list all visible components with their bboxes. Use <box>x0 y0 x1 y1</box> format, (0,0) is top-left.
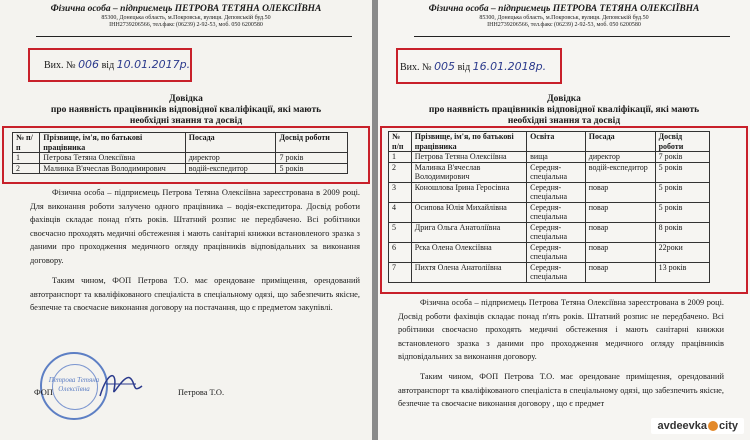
doc-title: Довідка <box>169 94 203 104</box>
table-cell: водій-експедитор <box>585 162 655 182</box>
stamp-text: Петрова Тетяна Олексіївна <box>48 376 100 393</box>
column-header: № п/п <box>389 132 412 152</box>
table-cell: 6 <box>389 242 412 262</box>
table-cell: директор <box>585 152 655 163</box>
body-paragraph-2: Таким чином, ФОП Петрова Т.О. має орендоване приміщення, орендований автотранспорт та кваліфікованого спеціаліста в спеціальному одязі, що забезпечить якісне, безпечне та своєчасне виконання договору на постачання, що є предметом закупівлі. <box>30 276 360 312</box>
table-cell: Малинка В'ячеслав Володимирович <box>411 162 526 182</box>
letterhead-name: Фізична особа – підприємець ПЕТРОВА ТЕТЯНА ОЛЕКСІЇВНА <box>428 4 700 14</box>
outgoing-number <box>44 58 190 71</box>
staff-table <box>388 131 710 283</box>
letterhead <box>0 4 372 29</box>
table-cell: 8 років <box>655 222 709 242</box>
table-cell: Коношлова Ірина Геросівна <box>411 182 526 202</box>
table-cell: Рєка Олена Олексіївна <box>411 242 526 262</box>
table-cell: 2 <box>389 162 412 182</box>
out-label: Вих. № <box>44 60 76 71</box>
letterhead-codes: ІНН2739206566, тел.факс (06239) 2-92-53, моб. 050 6200580 <box>109 22 263 28</box>
body-paragraph-1: Фізична особа – підприємець Петрова Тетяна Олексіївна зареєстрована в 2009 році. Для виконання роботи залучено одного працівника – водія-експедитора. Досвід роботи фахівців складає понад п'ять років. Штатний розпис не передбачено. Всі робітники своєчасно проходять медичні обстеження і мають санітарні книжки встановленого зразка з даними про проходження медичного огляду працівників відповідальних за виконання договору. <box>30 188 360 265</box>
table-cell: 1 <box>13 153 40 164</box>
table-cell: Пихтя Олена Анатоліївна <box>411 262 526 282</box>
column-header: Освіта <box>527 132 586 152</box>
table-cell: вища <box>527 152 586 163</box>
table-cell: 13 років <box>655 262 709 282</box>
table-cell: 3 <box>389 182 412 202</box>
letterhead-divider <box>414 36 730 37</box>
date-value: 16.01.2018р. <box>472 60 547 73</box>
table-cell: 22роки <box>655 242 709 262</box>
column-header: Досвід роботи <box>276 133 348 153</box>
out-number-value: 006 <box>78 58 100 71</box>
table-cell: Середня-спеціальна <box>527 222 586 242</box>
date-label: від <box>457 62 471 73</box>
date-label: від <box>101 60 115 71</box>
letterhead-address: 85300, Донецька область, м.Покровськ, вулиця. Деповськiй буд.50 <box>479 15 649 21</box>
table-header-row <box>389 132 710 152</box>
table-cell: 7 <box>389 262 412 282</box>
table-row <box>389 182 710 202</box>
table-row <box>389 162 710 182</box>
body-paragraph-2: Таким чином, ФОП Петрова Т.О. має орендоване приміщення, орендований автотранспорт та кваліфікованого спеціаліста в спеціальному одязі, що забезпечить якісне, безпечне та своєчасне виконання договору , що є предмет <box>398 372 724 408</box>
table-cell: 5 років <box>655 182 709 202</box>
table-cell: 7 років <box>276 153 348 164</box>
table-row <box>389 202 710 222</box>
table-header-row <box>13 133 348 153</box>
doc-subtitle-1: про наявність працівників відповідної кваліфікації, які мають <box>50 105 322 115</box>
table-row <box>389 262 710 282</box>
sign-label: ФОП <box>34 388 53 397</box>
watermark-text-right: city <box>719 420 738 432</box>
letterhead-name: Фізична особа – підприємець ПЕТРОВА ТЕТЯНА ОЛЕКСІЇВНА <box>50 4 322 14</box>
letterhead-codes: ІНН2739206566, тел.факс (06239) 2-92-53, моб. 050 6200580 <box>487 22 641 28</box>
column-header: Посада <box>185 133 276 153</box>
table-row <box>389 222 710 242</box>
table-row <box>13 163 348 174</box>
staff-table <box>12 132 348 174</box>
table-row <box>389 152 710 163</box>
table-cell: 2 <box>13 163 40 174</box>
table-cell: Дрига Ольга Анатоліївна <box>411 222 526 242</box>
watermark-logo <box>651 418 744 434</box>
column-header: Прізвище, ім'я, по батькові працівника <box>411 132 526 152</box>
doc-subtitle-2: необхідні знання та досвід <box>129 116 243 126</box>
column-header: Посада <box>585 132 655 152</box>
table-row <box>13 153 348 164</box>
column-header: № п/п <box>13 133 40 153</box>
table-cell: повар <box>585 262 655 282</box>
watermark-text-left: avdeevka <box>657 420 708 432</box>
signer-name: Петрова Т.О. <box>178 388 225 397</box>
table-cell: 5 <box>389 222 412 242</box>
doc-title: Довідка <box>547 94 581 104</box>
date-value: 10.01.2017р. <box>116 58 191 71</box>
table-cell: водій-експедитор <box>185 163 276 174</box>
column-header: Досвід роботи <box>655 132 709 152</box>
out-label: Вих. № <box>400 62 432 73</box>
table-cell: Середня-спеціальна <box>527 162 586 182</box>
body-paragraph-1: Фізична особа – підприємець Петрова Тетяна Олексіївна зареєстрована в 2009 році. Досвід роботи фахівців складає понад п'ять років. Штатний розпис не передбачено. Всі робітники своєчасно проходять медичні обстеження і мають санітарні книжки встановленого зразка з даними про проходження медичного огляду працівників відповідальних за виконання договору. <box>398 298 724 361</box>
table-cell: директор <box>185 153 276 164</box>
doc-subtitle-2: необхідні знання та досвід <box>507 116 621 126</box>
table-cell: Середня-спеціальна <box>527 262 586 282</box>
table-cell: 4 <box>389 202 412 222</box>
table-cell: 7 років <box>655 152 709 163</box>
table-cell: Петрова Тетяна Олексіївна <box>411 152 526 163</box>
table-cell: Середня-спеціальна <box>527 182 586 202</box>
out-number-value: 005 <box>434 60 456 73</box>
table-cell: Осипова Юлія Михайлівна <box>411 202 526 222</box>
table-cell: повар <box>585 242 655 262</box>
left-document <box>0 0 372 440</box>
table-cell: Петрова Тетяна Олексіївна <box>40 153 185 164</box>
right-document <box>378 0 750 440</box>
table-cell: повар <box>585 182 655 202</box>
table-cell: 5 років <box>655 202 709 222</box>
letterhead-divider <box>36 36 352 37</box>
table-cell: Малинка В'ячеслав Володимирович <box>40 163 185 174</box>
table-cell: Середня-спеціальна <box>527 202 586 222</box>
column-header: Прізвище, ім'я, по батькові працівника <box>40 133 185 153</box>
letterhead-address: 85300, Донецька область, м.Покровськ, вулиця. Деповськiй буд.50 <box>101 15 271 21</box>
table-cell: 5 років <box>276 163 348 174</box>
table-cell: Середня-спеціальна <box>527 242 586 262</box>
signature-icon <box>96 364 146 404</box>
outgoing-number <box>400 60 546 73</box>
doc-subtitle-1: про наявність працівників відповідної кваліфікації, які мають <box>428 105 700 115</box>
letterhead <box>378 4 750 29</box>
table-cell: 5 років <box>655 162 709 182</box>
table-cell: повар <box>585 202 655 222</box>
watermark-dot-icon <box>708 421 718 431</box>
table-cell: 1 <box>389 152 412 163</box>
table-cell: повар <box>585 222 655 242</box>
table-row <box>389 242 710 262</box>
